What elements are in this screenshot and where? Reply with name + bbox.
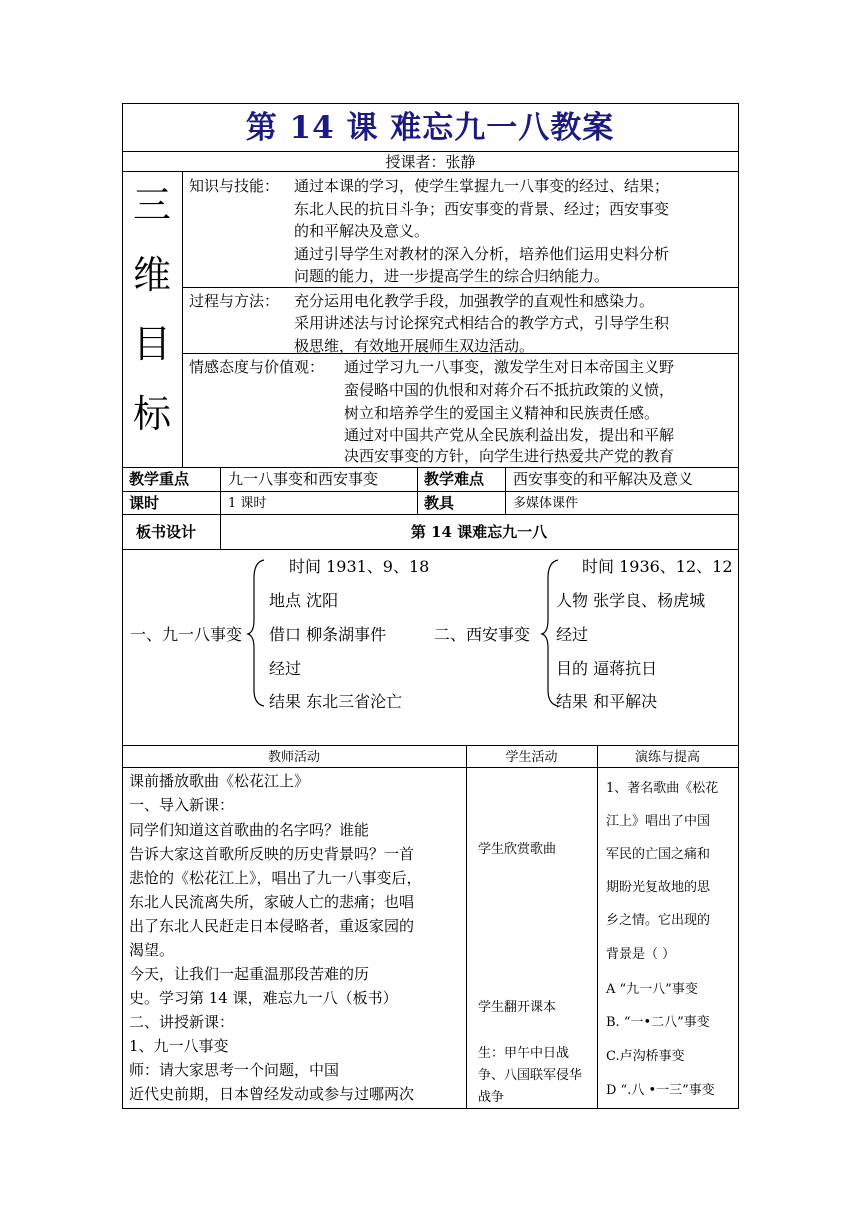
student-answer-line: 争、八国联军侵华	[478, 1068, 583, 1083]
emotion-line: 通过对中国共产党从全民族利益出发，提出和平解	[344, 426, 675, 444]
key-point-value: 九一八事变和西安事变	[228, 470, 379, 488]
board-right-item: 目的 逼蒋抗日	[556, 659, 658, 678]
exercise-line: 江上》唱出了中国	[606, 814, 711, 829]
teacher-line: 今天，让我们一起重温那段苦难的历	[129, 965, 370, 983]
teacher-line: 渴望。	[129, 941, 175, 959]
board-left-item: 地点 沈阳	[269, 591, 339, 610]
teacher-line: 二、讲授新课：	[129, 1013, 235, 1031]
header-teacher-activity: 教师活动	[267, 750, 320, 765]
teacher-line: 一、导入新课：	[129, 796, 235, 814]
emotion-line: 蛮侵略中国的仇恨和对蒋介石不抵抗政策的义愤，	[344, 381, 675, 399]
board-label: 板书设计	[136, 523, 197, 541]
board-right-item: 时间 1936、12、12	[582, 557, 733, 576]
board-right-item: 结果 和平解决	[556, 692, 658, 711]
teacher-line: 同学们知道这首歌曲的名字吗？谁能	[129, 821, 370, 839]
difficulty-label: 教学难点	[424, 470, 485, 488]
student-answer-line: 生：甲午中日战	[478, 1046, 570, 1061]
board-left-item: 借口 柳条湖事件	[269, 625, 387, 644]
board-left-item: 经过	[269, 659, 302, 678]
objectives-side-char-1: 三	[133, 183, 172, 227]
exercise-line: 期盼光复故地的思	[606, 880, 711, 895]
emotion-line: 通过学习九一八事变，激发学生对日本帝国主义野	[344, 358, 675, 376]
header-exercise: 演练与提高	[634, 750, 700, 765]
teacher-line: 课前播放歌曲《松花江上》	[129, 772, 310, 790]
exercise-line: 乡之情。它出现的	[606, 913, 711, 928]
knowledge-line: 通过本课的学习，使学生掌握九一八事变的经过、结果；	[294, 177, 670, 195]
student-activity-book: 学生翻开课本	[478, 1000, 557, 1015]
emotion-line: 树立和培养学生的爱国主义精神和民族责任感。	[344, 404, 660, 422]
objectives-side-char-2: 维	[133, 253, 172, 297]
process-line: 极思维，有效地开展师生双边活动。	[294, 337, 535, 355]
process-line: 采用讲述法与讨论探究式相结合的教学方式，引导学生积	[294, 314, 670, 332]
tools-value: 多媒体课件	[513, 496, 579, 511]
hours-label: 课时	[129, 494, 160, 512]
teacher-line: 近代史前期，日本曾经发动或参与过哪两次	[129, 1085, 415, 1103]
exercise-line: 军民的亡国之痛和	[606, 847, 711, 862]
teacher-line: 告诉大家这首歌所反映的历史背景吗？一首	[129, 845, 415, 863]
key-point-label: 教学重点	[129, 470, 190, 488]
exercise-option-a: A “九一八”事变	[606, 982, 698, 997]
exercise-option-d: D “.八 •一三”事变	[606, 1083, 715, 1098]
exercise-line: 背景是（ ）	[606, 947, 676, 962]
objectives-side-char-3: 目	[133, 322, 172, 366]
knowledge-label: 知识与技能：	[189, 177, 280, 195]
teacher-line: 悲怆的《松花江上》，唱出了九一八事变后，	[129, 869, 422, 887]
emotion-label: 情感态度与价值观：	[189, 358, 325, 376]
document-title: 第 14 课 难忘九一八教案	[245, 110, 615, 146]
knowledge-line: 东北人民的抗日斗争；西安事变的背景、经过；西安事变	[294, 200, 670, 218]
board-title: 第 14 课难忘九一八	[410, 523, 548, 541]
objectives-side-char-4: 标	[133, 392, 172, 436]
board-left-head: 一、九一八事变	[130, 625, 243, 644]
teacher-name: 授课者：张静	[385, 153, 476, 171]
emotion-line: 决西安事变的方针，向学生进行热爱共产党的教育	[344, 447, 675, 465]
teacher-line: 出了东北人民赶走日本侵略者，重返家园的	[129, 917, 415, 935]
board-right-item: 人物 张学良、杨虎城	[556, 591, 706, 610]
tools-label: 教具	[424, 494, 455, 512]
left-brace	[246, 558, 266, 708]
hours-value: 1 课时	[228, 496, 267, 511]
exercise-option-b: B. “一•二八”事变	[606, 1015, 710, 1030]
student-activity-song: 学生欣赏歌曲	[478, 842, 557, 857]
exercise-line: 1、著名歌曲《松花	[606, 781, 719, 796]
knowledge-line: 问题的能力，进一步提高学生的综合归纳能力。	[294, 267, 610, 285]
teacher-line: 史。学习第 14 课，难忘九一八（板书）	[129, 989, 398, 1007]
board-left-item: 时间 1931、9、18	[289, 557, 430, 576]
difficulty-value: 西安事变的和平解决及意义	[513, 470, 694, 488]
knowledge-line: 通过引导学生对教材的深入分析，培养他们运用史料分析	[294, 245, 670, 263]
student-answer-line: 战争	[478, 1090, 505, 1105]
teacher-line: 师：请大家思考一个问题，中国	[129, 1061, 340, 1079]
teacher-line: 1、九一八事变	[129, 1037, 229, 1055]
knowledge-line: 的和平解决及意义。	[294, 222, 430, 240]
exercise-option-c: C.卢沟桥事变	[606, 1049, 685, 1064]
board-left-item: 结果 东北三省沦亡	[269, 692, 403, 711]
board-right-head: 二、西安事变	[434, 625, 531, 644]
process-line: 充分运用电化教学手段，加强教学的直观性和感染力。	[294, 292, 655, 310]
board-right-item: 经过	[556, 625, 589, 644]
teacher-line: 东北人民流离失所，家破人亡的悲痛；也唱	[129, 893, 415, 911]
process-label: 过程与方法：	[189, 292, 280, 310]
header-student-activity: 学生活动	[505, 750, 558, 765]
